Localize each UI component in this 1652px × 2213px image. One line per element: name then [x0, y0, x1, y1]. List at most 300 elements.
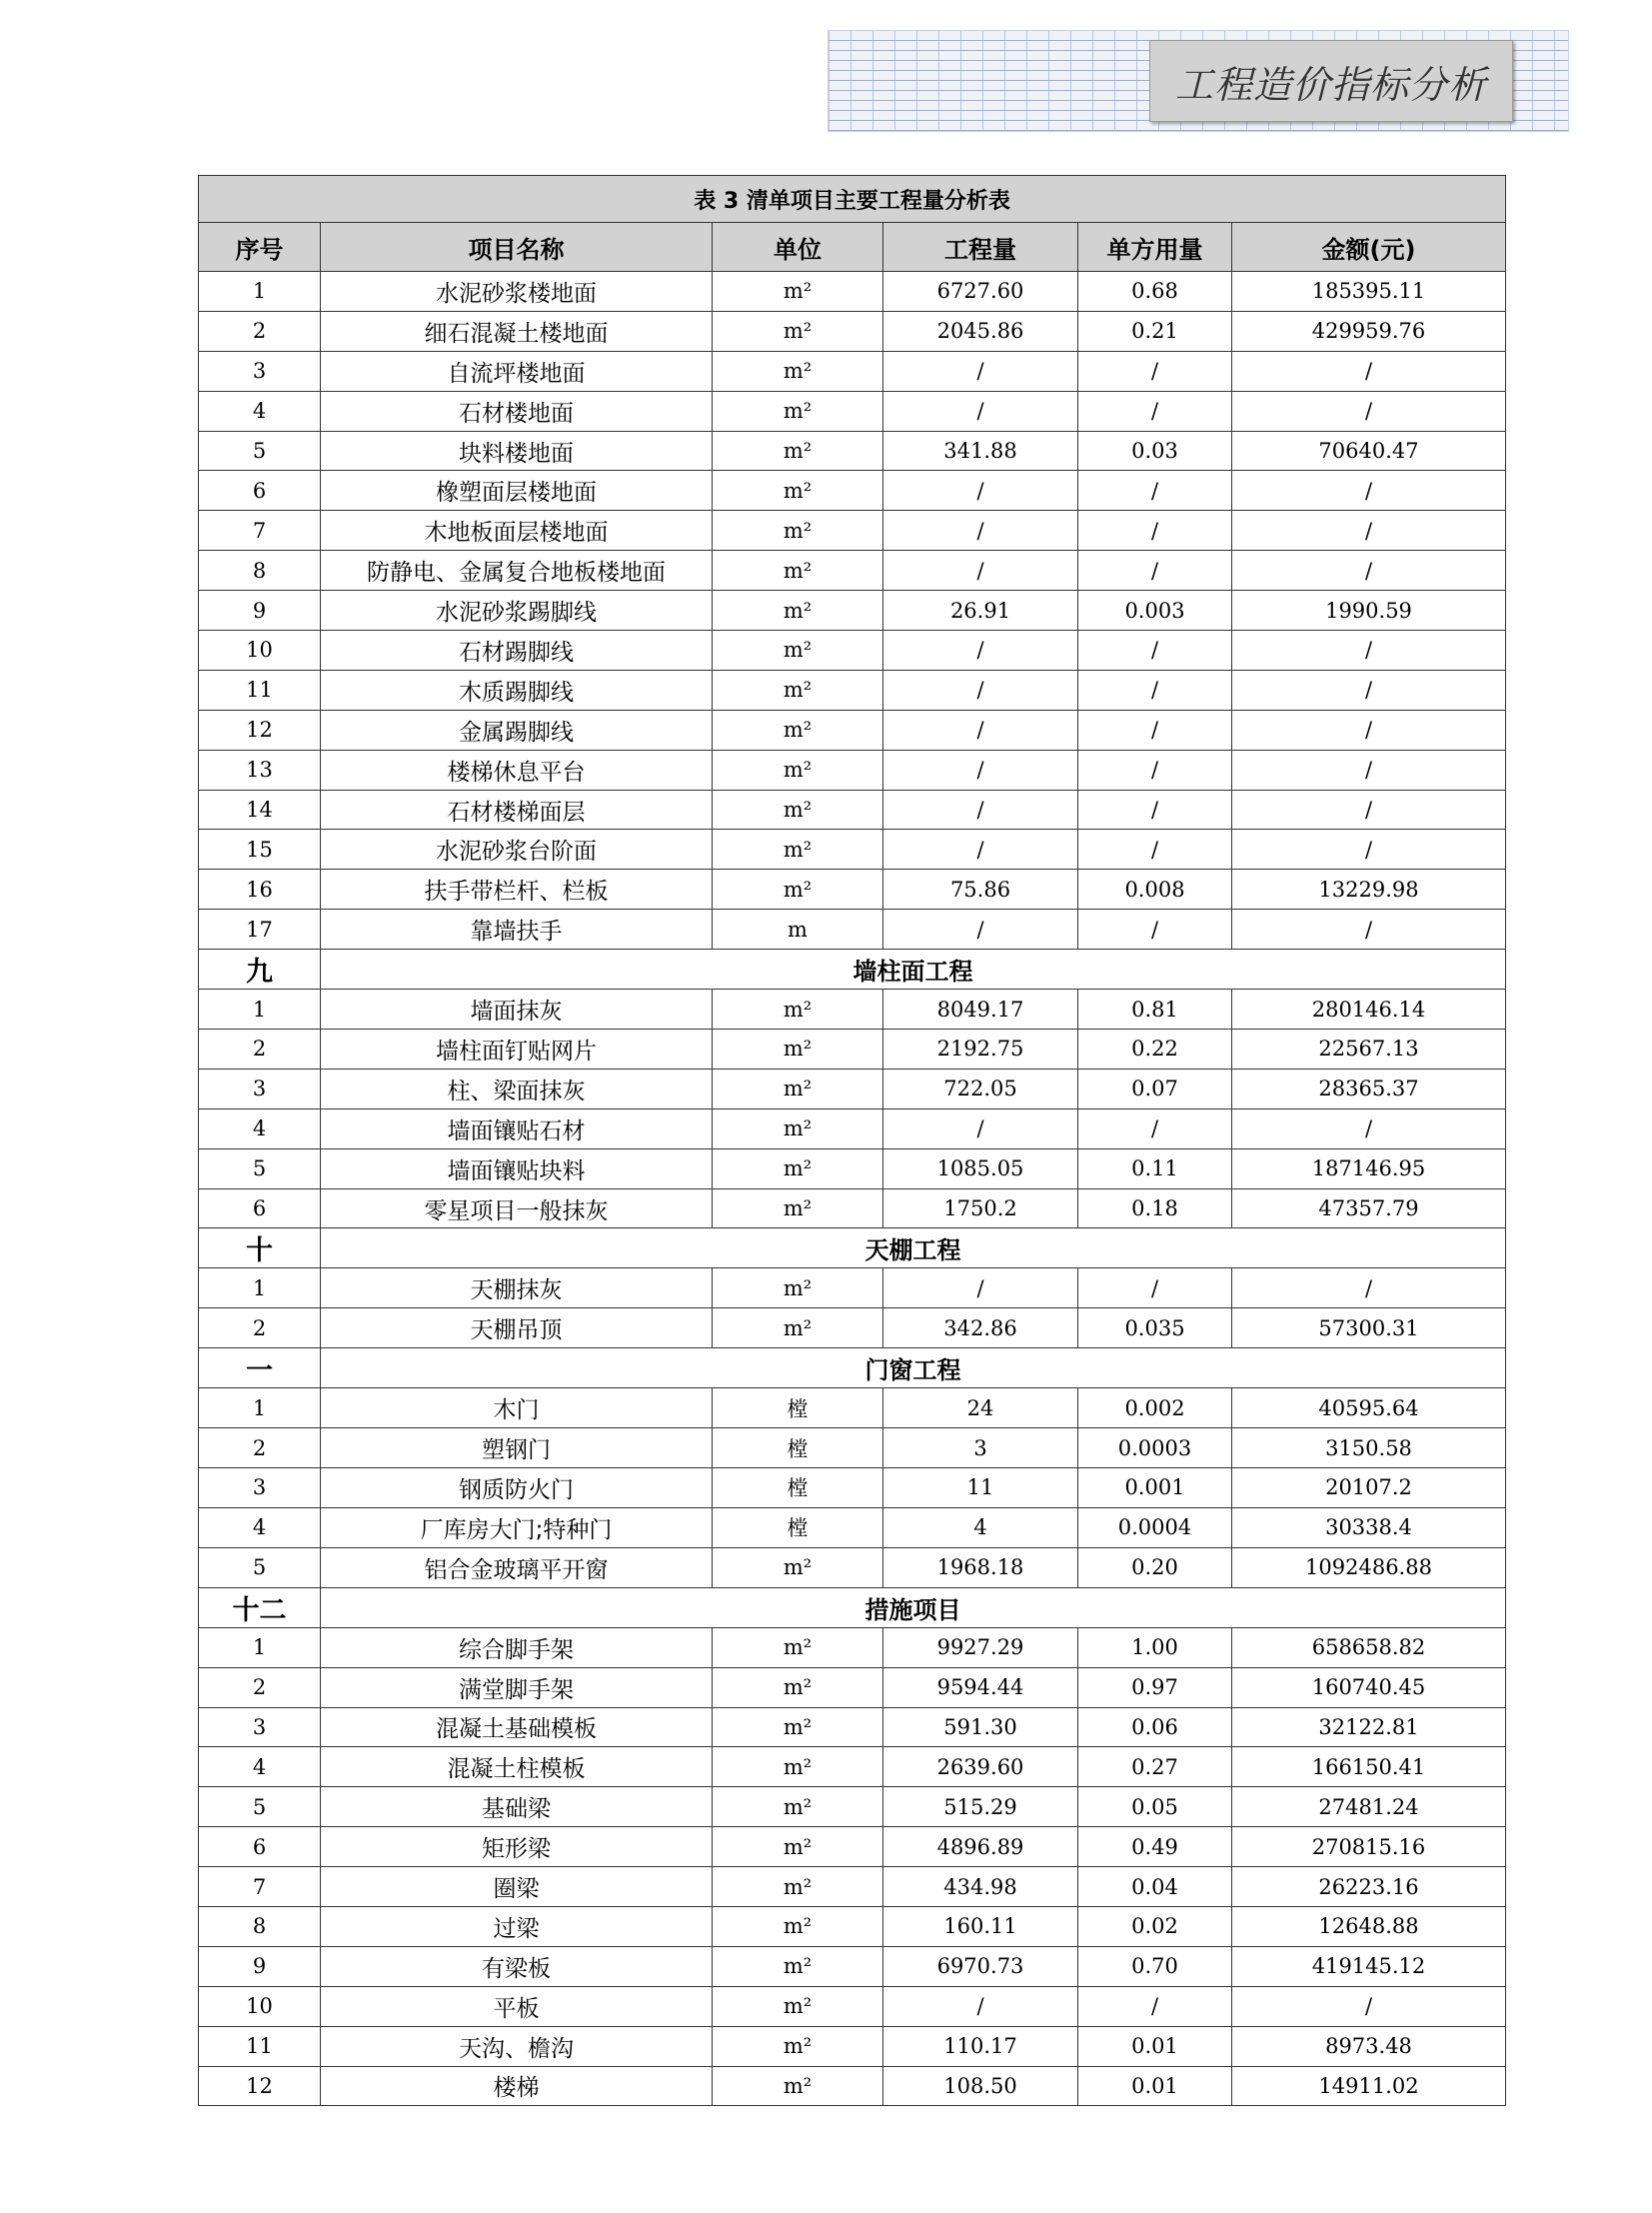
column-header-no: 序号 — [199, 223, 321, 272]
section-title: 措施项目 — [321, 1587, 1506, 1627]
table-row — [199, 1468, 1506, 1508]
cell-name: 石材踢脚线 — [321, 631, 713, 671]
cell-quantity: 6970.73 — [883, 1946, 1078, 1986]
cell-name: 水泥砂浆楼地面 — [321, 272, 713, 312]
cell-quantity: 591.30 — [883, 1707, 1078, 1747]
cell-amount: 28365.37 — [1232, 1069, 1506, 1108]
cell-quantity: 11 — [883, 1468, 1078, 1508]
cell-quantity: 2045.86 — [883, 311, 1078, 351]
cell-name: 天棚抹灰 — [321, 1268, 713, 1308]
cell-amount: / — [1232, 790, 1506, 830]
cell-name: 楼梯 — [321, 2066, 713, 2106]
cell-amount: / — [1232, 551, 1506, 591]
cell-unit-usage: 0.01 — [1078, 2066, 1232, 2106]
table-row — [199, 351, 1506, 391]
cell-unit: 樘 — [713, 1388, 883, 1428]
table-row — [199, 790, 1506, 830]
cell-no: 3 — [199, 1468, 321, 1508]
cell-name: 满堂脚手架 — [321, 1667, 713, 1707]
cell-unit: m² — [713, 1787, 883, 1827]
cell-unit-usage: 0.22 — [1078, 1030, 1232, 1070]
cell-no: 15 — [199, 830, 321, 870]
cell-amount: / — [1232, 1986, 1506, 2026]
cell-amount: 658658.82 — [1232, 1627, 1506, 1667]
section-title: 天棚工程 — [321, 1228, 1506, 1268]
cell-unit: m² — [713, 2026, 883, 2066]
cell-unit-usage: 0.07 — [1078, 1069, 1232, 1108]
cell-quantity: / — [883, 670, 1078, 710]
cell-unit: m² — [713, 1986, 883, 2026]
cell-name: 混凝土基础模板 — [321, 1707, 713, 1747]
cell-name: 综合脚手架 — [321, 1627, 713, 1667]
column-header-unit: 单位 — [713, 223, 883, 272]
cell-no: 2 — [199, 1030, 321, 1070]
cell-name: 木门 — [321, 1388, 713, 1428]
cell-amount: / — [1232, 670, 1506, 710]
cell-no: 6 — [199, 471, 321, 511]
cell-quantity: / — [883, 471, 1078, 511]
table-body — [199, 272, 1506, 2106]
table-row — [199, 1906, 1506, 1946]
cell-quantity: 1085.05 — [883, 1148, 1078, 1188]
table-row — [199, 631, 1506, 671]
cell-unit: m² — [713, 591, 883, 631]
cell-quantity: 75.86 — [883, 870, 1078, 910]
table-row — [199, 1627, 1506, 1667]
cell-unit: m² — [713, 1627, 883, 1667]
cell-unit-usage: 0.003 — [1078, 591, 1232, 631]
cell-amount: 20107.2 — [1232, 1468, 1506, 1508]
cell-amount: 280146.14 — [1232, 990, 1506, 1030]
cell-name: 矩形梁 — [321, 1827, 713, 1867]
cell-amount: 27481.24 — [1232, 1787, 1506, 1827]
cell-quantity: 108.50 — [883, 2066, 1078, 2106]
table-row — [199, 990, 1506, 1030]
table-row — [199, 870, 1506, 910]
cell-unit-usage: 0.18 — [1078, 1188, 1232, 1228]
cell-unit: m² — [713, 1547, 883, 1587]
section-row — [199, 1348, 1506, 1388]
cell-name: 圈梁 — [321, 1867, 713, 1907]
cell-unit-usage: 0.49 — [1078, 1827, 1232, 1867]
cell-unit-usage: 0.05 — [1078, 1787, 1232, 1827]
table-row — [199, 391, 1506, 431]
cell-no: 7 — [199, 1867, 321, 1907]
cell-unit: m² — [713, 351, 883, 391]
cell-unit-usage: / — [1078, 1268, 1232, 1308]
cell-amount: / — [1232, 1108, 1506, 1148]
cell-no: 5 — [199, 1787, 321, 1827]
cell-quantity: 1750.2 — [883, 1188, 1078, 1228]
cell-unit: m² — [713, 1308, 883, 1348]
cell-amount: 22567.13 — [1232, 1030, 1506, 1070]
cell-no: 1 — [199, 1627, 321, 1667]
cell-name: 防静电、金属复合地板楼地面 — [321, 551, 713, 591]
column-header-unit-usage: 单方用量 — [1078, 223, 1232, 272]
cell-unit-usage: / — [1078, 670, 1232, 710]
cell-amount: / — [1232, 511, 1506, 551]
table-row — [199, 2026, 1506, 2066]
cell-name: 细石混凝土楼地面 — [321, 311, 713, 351]
cell-name: 墙面抹灰 — [321, 990, 713, 1030]
cell-quantity: / — [883, 1268, 1078, 1308]
cell-no: 3 — [199, 1707, 321, 1747]
table-caption: 表 3 清单项目主要工程量分析表 — [199, 176, 1506, 223]
cell-unit-usage: 0.03 — [1078, 431, 1232, 471]
cell-name: 墙面镶贴块料 — [321, 1148, 713, 1188]
section-row — [199, 1587, 1506, 1627]
table-row — [199, 830, 1506, 870]
section-row — [199, 950, 1506, 990]
cell-amount: 40595.64 — [1232, 1388, 1506, 1428]
cell-unit: m² — [713, 511, 883, 551]
cell-name: 柱、梁面抹灰 — [321, 1069, 713, 1108]
cell-unit: 樘 — [713, 1468, 883, 1508]
cell-no: 11 — [199, 670, 321, 710]
table-row — [199, 1069, 1506, 1108]
cell-amount: / — [1232, 471, 1506, 511]
quantity-analysis-table — [198, 175, 1506, 2106]
cell-amount: / — [1232, 750, 1506, 790]
cell-unit: m² — [713, 471, 883, 511]
cell-no: 5 — [199, 1547, 321, 1587]
cell-amount: / — [1232, 710, 1506, 750]
table-row — [199, 910, 1506, 950]
cell-amount: 1092486.88 — [1232, 1547, 1506, 1587]
cell-quantity: 342.86 — [883, 1308, 1078, 1348]
cell-quantity: / — [883, 750, 1078, 790]
table-row — [199, 1547, 1506, 1587]
cell-unit: m² — [713, 2066, 883, 2106]
cell-no: 7 — [199, 511, 321, 551]
section-title: 门窗工程 — [321, 1348, 1506, 1388]
cell-name: 平板 — [321, 1986, 713, 2026]
cell-name: 基础梁 — [321, 1787, 713, 1827]
cell-no: 11 — [199, 2026, 321, 2066]
cell-no: 8 — [199, 551, 321, 591]
cell-name: 木质踢脚线 — [321, 670, 713, 710]
cell-unit: m² — [713, 1667, 883, 1707]
cell-unit-usage: 0.06 — [1078, 1707, 1232, 1747]
cell-name: 石材楼地面 — [321, 391, 713, 431]
cell-name: 有梁板 — [321, 1946, 713, 1986]
cell-unit-usage: / — [1078, 750, 1232, 790]
cell-no: 2 — [199, 1428, 321, 1468]
cell-unit: m² — [713, 1148, 883, 1188]
cell-unit: m² — [713, 1030, 883, 1070]
cell-quantity: / — [883, 391, 1078, 431]
cell-unit: m² — [713, 272, 883, 312]
cell-name: 橡塑面层楼地面 — [321, 471, 713, 511]
cell-unit: m² — [713, 750, 883, 790]
cell-quantity: / — [883, 1108, 1078, 1148]
cell-quantity: 26.91 — [883, 591, 1078, 631]
cell-quantity: 8049.17 — [883, 990, 1078, 1030]
cell-quantity: 3 — [883, 1428, 1078, 1468]
cell-unit: m² — [713, 1069, 883, 1108]
cell-no: 1 — [199, 1268, 321, 1308]
cell-amount: 12648.88 — [1232, 1906, 1506, 1946]
cell-amount: 70640.47 — [1232, 431, 1506, 471]
cell-no: 3 — [199, 351, 321, 391]
cell-amount: 14911.02 — [1232, 2066, 1506, 2106]
table-row — [199, 1507, 1506, 1547]
table-row — [199, 1428, 1506, 1468]
cell-unit: 樘 — [713, 1428, 883, 1468]
cell-quantity: / — [883, 790, 1078, 830]
cell-unit-usage: 0.70 — [1078, 1946, 1232, 1986]
cell-name: 钢质防火门 — [321, 1468, 713, 1508]
cell-name: 墙柱面钉贴网片 — [321, 1030, 713, 1070]
table-row — [199, 551, 1506, 591]
cell-unit-usage: 0.11 — [1078, 1148, 1232, 1188]
cell-name: 墙面镶贴石材 — [321, 1108, 713, 1148]
table-row — [199, 1986, 1506, 2026]
cell-unit-usage: 0.97 — [1078, 1667, 1232, 1707]
cell-name: 铝合金玻璃平开窗 — [321, 1547, 713, 1587]
cell-no: 4 — [199, 391, 321, 431]
cell-no: 5 — [199, 431, 321, 471]
cell-amount: / — [1232, 391, 1506, 431]
cell-unit-usage: / — [1078, 1108, 1232, 1148]
cell-no: 2 — [199, 1308, 321, 1348]
cell-name: 楼梯休息平台 — [321, 750, 713, 790]
cell-unit-usage: / — [1078, 471, 1232, 511]
cell-unit-usage: 0.04 — [1078, 1867, 1232, 1907]
cell-quantity: 110.17 — [883, 2026, 1078, 2066]
cell-no: 10 — [199, 1986, 321, 2026]
cell-unit-usage: 0.27 — [1078, 1747, 1232, 1787]
table-row — [199, 1388, 1506, 1428]
cell-unit: m² — [713, 431, 883, 471]
table-row — [199, 471, 1506, 511]
table-row — [199, 1787, 1506, 1827]
cell-unit-usage: / — [1078, 710, 1232, 750]
cell-quantity: 515.29 — [883, 1787, 1078, 1827]
cell-amount: 3150.58 — [1232, 1428, 1506, 1468]
cell-quantity: / — [883, 351, 1078, 391]
cell-amount: 32122.81 — [1232, 1707, 1506, 1747]
table-row — [199, 591, 1506, 631]
cell-name: 块料楼地面 — [321, 431, 713, 471]
cell-quantity: / — [883, 710, 1078, 750]
cell-unit: m² — [713, 1747, 883, 1787]
cell-unit: m² — [713, 990, 883, 1030]
cell-unit-usage: 0.81 — [1078, 990, 1232, 1030]
cell-no: 6 — [199, 1827, 321, 1867]
cell-name: 过梁 — [321, 1906, 713, 1946]
cell-unit: m² — [713, 1268, 883, 1308]
section-number: 九 — [199, 950, 321, 990]
cell-quantity: / — [883, 551, 1078, 591]
cell-amount: 185395.11 — [1232, 272, 1506, 312]
table-row — [199, 670, 1506, 710]
table-row — [199, 1148, 1506, 1188]
cell-quantity: 434.98 — [883, 1867, 1078, 1907]
table-row — [199, 2066, 1506, 2106]
cell-unit: m² — [713, 551, 883, 591]
cell-unit: m² — [713, 1827, 883, 1867]
cell-amount: 419145.12 — [1232, 1946, 1506, 1986]
cell-unit-usage: / — [1078, 631, 1232, 671]
section-number: 十 — [199, 1228, 321, 1268]
cell-name: 石材楼梯面层 — [321, 790, 713, 830]
cell-unit: m² — [713, 1188, 883, 1228]
cell-no: 4 — [199, 1507, 321, 1547]
cell-no: 3 — [199, 1069, 321, 1108]
section-number: 十二 — [199, 1587, 321, 1627]
cell-name: 天沟、檐沟 — [321, 2026, 713, 2066]
cell-no: 9 — [199, 1946, 321, 1986]
cell-no: 4 — [199, 1108, 321, 1148]
cell-no: 1 — [199, 272, 321, 312]
cell-unit-usage: 0.035 — [1078, 1308, 1232, 1348]
cell-quantity: 4 — [883, 1507, 1078, 1547]
cell-unit-usage: 0.0003 — [1078, 1428, 1232, 1468]
table-row — [199, 750, 1506, 790]
cell-no: 1 — [199, 990, 321, 1030]
cell-unit-usage: 0.68 — [1078, 272, 1232, 312]
cell-quantity: / — [883, 511, 1078, 551]
cell-amount: 1990.59 — [1232, 591, 1506, 631]
header-title: 工程造价指标分析 — [1174, 62, 1487, 107]
table-row — [199, 1188, 1506, 1228]
column-header-quantity: 工程量 — [883, 223, 1078, 272]
cell-no: 2 — [199, 1667, 321, 1707]
cell-unit-usage: 0.008 — [1078, 870, 1232, 910]
cell-unit-usage: / — [1078, 830, 1232, 870]
cell-unit: m² — [713, 710, 883, 750]
cell-unit: m² — [713, 1946, 883, 1986]
cell-unit-usage: / — [1078, 511, 1232, 551]
section-row — [199, 1228, 1506, 1268]
cell-unit-usage: / — [1078, 910, 1232, 950]
table-row — [199, 1108, 1506, 1148]
cell-unit-usage: 0.001 — [1078, 1468, 1232, 1508]
cell-no: 9 — [199, 591, 321, 631]
section-title: 墙柱面工程 — [321, 950, 1506, 990]
cell-no: 10 — [199, 631, 321, 671]
cell-quantity: 722.05 — [883, 1069, 1078, 1108]
cell-unit: m² — [713, 631, 883, 671]
cell-amount: 47357.79 — [1232, 1188, 1506, 1228]
cell-name: 水泥砂浆台阶面 — [321, 830, 713, 870]
cell-name: 塑钢门 — [321, 1428, 713, 1468]
cell-name: 天棚吊顶 — [321, 1308, 713, 1348]
cell-amount: / — [1232, 1268, 1506, 1308]
cell-amount: 160740.45 — [1232, 1667, 1506, 1707]
cell-name: 自流坪楼地面 — [321, 351, 713, 391]
cell-name: 厂库房大门;特种门 — [321, 1507, 713, 1547]
cell-quantity: 4896.89 — [883, 1827, 1078, 1867]
table-row — [199, 511, 1506, 551]
cell-unit: m² — [713, 1707, 883, 1747]
cell-amount: / — [1232, 910, 1506, 950]
cell-unit: m — [713, 910, 883, 950]
cell-no: 6 — [199, 1188, 321, 1228]
cell-amount: 8973.48 — [1232, 2026, 1506, 2066]
cell-amount: 13229.98 — [1232, 870, 1506, 910]
cell-name: 木地板面层楼地面 — [321, 511, 713, 551]
cell-no: 2 — [199, 311, 321, 351]
cell-no: 8 — [199, 1906, 321, 1946]
cell-unit: m² — [713, 1906, 883, 1946]
table-row — [199, 1827, 1506, 1867]
cell-unit: m² — [713, 670, 883, 710]
cell-no: 1 — [199, 1388, 321, 1428]
cell-name: 零星项目一般抹灰 — [321, 1188, 713, 1228]
cell-unit: m² — [713, 870, 883, 910]
cell-no: 12 — [199, 2066, 321, 2106]
table-row — [199, 1946, 1506, 1986]
cell-no: 16 — [199, 870, 321, 910]
cell-quantity: 1968.18 — [883, 1547, 1078, 1587]
cell-unit-usage: 1.00 — [1078, 1627, 1232, 1667]
cell-amount: 270815.16 — [1232, 1827, 1506, 1867]
cell-unit-usage: 0.002 — [1078, 1388, 1232, 1428]
table-row — [199, 1747, 1506, 1787]
cell-amount: 57300.31 — [1232, 1308, 1506, 1348]
header-title-box — [1149, 40, 1513, 122]
cell-amount: 429959.76 — [1232, 311, 1506, 351]
cell-amount: 30338.4 — [1232, 1507, 1506, 1547]
cell-quantity: 341.88 — [883, 431, 1078, 471]
cell-name: 扶手带栏杆、栏板 — [321, 870, 713, 910]
table-row — [199, 431, 1506, 471]
table-row — [199, 1030, 1506, 1070]
cell-no: 13 — [199, 750, 321, 790]
cell-quantity: 24 — [883, 1388, 1078, 1428]
cell-unit: m² — [713, 830, 883, 870]
cell-quantity: / — [883, 830, 1078, 870]
cell-unit: m² — [713, 1867, 883, 1907]
column-header-amount: 金额(元) — [1232, 223, 1506, 272]
cell-no: 4 — [199, 1747, 321, 1787]
cell-unit-usage: / — [1078, 391, 1232, 431]
cell-quantity: / — [883, 1986, 1078, 2026]
cell-unit: m² — [713, 311, 883, 351]
table-header-row — [199, 223, 1506, 272]
cell-quantity: / — [883, 910, 1078, 950]
table-row — [199, 311, 1506, 351]
cell-name: 靠墙扶手 — [321, 910, 713, 950]
cell-amount: / — [1232, 830, 1506, 870]
cell-unit: m² — [713, 790, 883, 830]
cell-name: 混凝土柱模板 — [321, 1747, 713, 1787]
cell-quantity: 2192.75 — [883, 1030, 1078, 1070]
cell-unit-usage: 0.02 — [1078, 1906, 1232, 1946]
cell-no: 14 — [199, 790, 321, 830]
cell-no: 5 — [199, 1148, 321, 1188]
cell-quantity: 9927.29 — [883, 1627, 1078, 1667]
table-caption-row — [199, 176, 1506, 223]
cell-amount: 166150.41 — [1232, 1747, 1506, 1787]
table-row — [199, 710, 1506, 750]
cell-unit: m² — [713, 1108, 883, 1148]
column-header-name: 项目名称 — [321, 223, 713, 272]
cell-unit-usage: 0.20 — [1078, 1547, 1232, 1587]
cell-quantity: / — [883, 631, 1078, 671]
cell-quantity: 6727.60 — [883, 272, 1078, 312]
cell-unit-usage: 0.01 — [1078, 2026, 1232, 2066]
cell-quantity: 160.11 — [883, 1906, 1078, 1946]
cell-unit: m² — [713, 391, 883, 431]
cell-no: 12 — [199, 710, 321, 750]
cell-unit-usage: / — [1078, 1986, 1232, 2026]
table-row — [199, 1268, 1506, 1308]
cell-quantity: 2639.60 — [883, 1747, 1078, 1787]
cell-amount: 26223.16 — [1232, 1867, 1506, 1907]
